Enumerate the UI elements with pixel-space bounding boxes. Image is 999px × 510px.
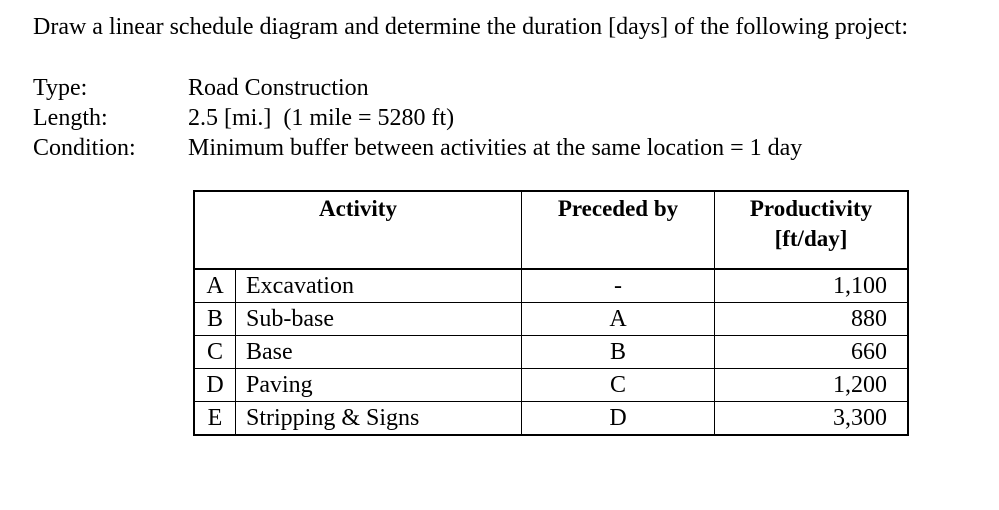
header-productivity-line1: Productivity (749, 196, 873, 221)
row-letter: C (194, 336, 236, 369)
condition-value: Minimum buffer between activities at the same location = 1 day (188, 135, 803, 161)
row-productivity: 1,100 (715, 269, 909, 303)
activity-table (193, 190, 909, 436)
condition-label: Condition: (33, 135, 136, 161)
row-productivity: 660 (715, 336, 909, 369)
length-value: 2.5 [mi.] (1 mile = 5280 ft) (188, 105, 455, 131)
header-productivity (715, 191, 909, 269)
row-preceded-by: B (522, 336, 715, 369)
header-productivity-line2: [ft/day] (774, 226, 848, 251)
row-letter: D (194, 369, 236, 402)
table-row (194, 303, 908, 336)
row-preceded-by: D (522, 402, 715, 436)
table-row (194, 336, 908, 369)
table-row (194, 269, 908, 303)
row-productivity: 3,300 (715, 402, 909, 436)
row-letter: E (194, 402, 236, 436)
length-label: Length: (33, 105, 108, 131)
row-preceded-by: C (522, 369, 715, 402)
header-activity: Activity (194, 191, 522, 269)
row-activity-name: Excavation (236, 269, 522, 303)
header-preceded-by: Preceded by (522, 191, 715, 269)
row-activity-name: Base (236, 336, 522, 369)
row-activity-name: Stripping & Signs (236, 402, 522, 436)
type-value: Road Construction (188, 75, 369, 101)
table-row (194, 402, 908, 436)
row-letter: B (194, 303, 236, 336)
row-productivity: 1,200 (715, 369, 909, 402)
table-header-row (194, 191, 908, 269)
row-activity-name: Sub-base (236, 303, 522, 336)
row-activity-name: Paving (236, 369, 522, 402)
row-preceded-by: A (522, 303, 715, 336)
row-preceded-by: - (522, 269, 715, 303)
row-productivity: 880 (715, 303, 909, 336)
type-label: Type: (33, 75, 88, 101)
row-letter: A (194, 269, 236, 303)
problem-statement: Draw a linear schedule diagram and determine the duration [days] of the following project: (33, 14, 909, 40)
table-row (194, 369, 908, 402)
